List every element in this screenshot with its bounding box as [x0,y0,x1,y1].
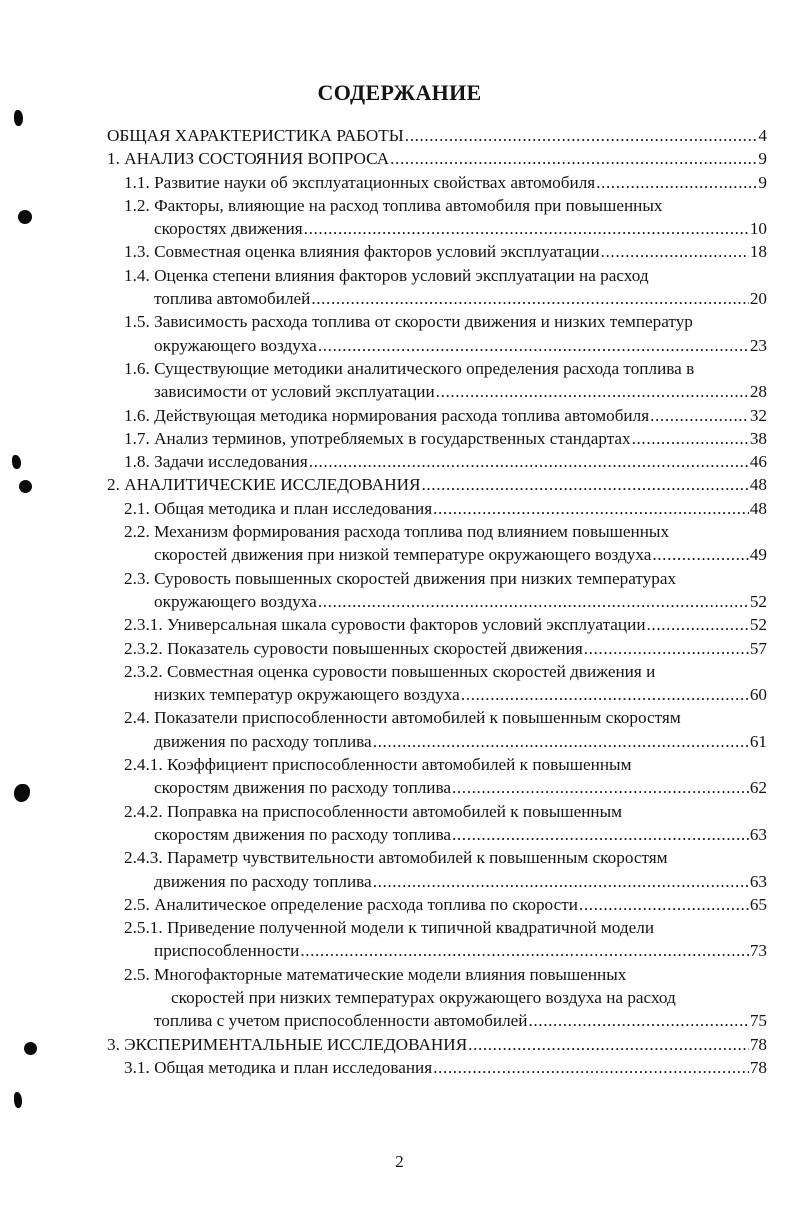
toc-page-number: 57 [749,638,767,658]
toc-entry [107,450,767,473]
toc-entry [107,1056,767,1079]
toc-entry-title: движения по расходу топлива [154,871,372,891]
dot-leader [373,730,749,753]
scan-mark [24,1042,37,1055]
toc-page-number: 63 [749,871,767,891]
page-title: СОДЕРЖАНИЕ [317,80,482,105]
toc-entry [107,893,767,916]
toc-entry [107,357,767,404]
toc-page-number: 63 [749,824,767,844]
toc-page-number: 9 [758,172,767,192]
table-of-contents [107,124,767,1079]
toc-entry [107,404,767,427]
dot-leader [311,287,748,310]
toc-entry-line: скоростей при низких температурах окружающего воздуха на расход [171,987,676,1007]
toc-entry-title: 1.3. Совместная оценка влияния факторов условий эксплуатации [124,242,600,262]
dot-leader [373,870,749,893]
toc-entry-line: 1.4. Оценка степени влияния факторов условий эксплуатации на расход [124,265,649,285]
toc-page-number: 78 [749,1034,767,1054]
toc-page-number: 23 [749,335,767,355]
toc-page-number: 48 [749,498,767,518]
toc-entry-title: скоростей движения при низкой температуре окружающего воздуха [154,545,652,565]
scan-mark [14,784,30,802]
toc-entry-line: 2.5.1. Приведение полученной модели к типичной квадратичной модели [124,918,655,938]
scan-mark [18,210,32,224]
toc-entry-title: 3.1. Общая методика и план исследования [124,1057,433,1077]
toc-entry-title: скоростям движения по расходу топлива [154,778,451,798]
toc-entry-title: топлива автомобилей [154,289,311,309]
toc-page-number: 38 [749,428,767,448]
toc-entry [107,473,767,496]
dot-leader [584,637,749,660]
toc-entry-line: 1.2. Факторы, влияющие на расход топлива автомобиля при повышенных [124,195,663,215]
toc-entry-line: 1.5. Зависимость расхода топлива от скорости движения и низких температур [124,312,693,332]
toc-entry-title: 1.1. Развитие науки об эксплуатационных свойствах автомобиля [124,172,596,192]
toc-entry-line: 2.2. Механизм формирования расхода топлива под влиянием повышенных [124,522,670,542]
toc-entry [107,706,767,753]
toc-entry-line: 2.4.1. Коэффициент приспособленности автомобилей к повышенным [124,755,632,775]
dot-leader [652,543,748,566]
toc-entry-line: 2.5. Многофакторные математические модели влияния повышенных [124,964,627,984]
toc-entry [107,800,767,847]
toc-page-number: 61 [749,731,767,751]
toc-entry [107,916,767,963]
toc-entry [107,753,767,800]
dot-leader [579,893,749,916]
toc-entry [107,240,767,263]
toc-entry-line: 2.4.3. Параметр чувствительности автомобилей к повышенным скоростям [124,848,668,868]
toc-entry [107,171,767,194]
dot-leader [433,1056,749,1079]
toc-page-number: 78 [749,1057,767,1077]
dot-leader [318,590,749,613]
scan-mark [14,110,23,126]
toc-entry-title: 3. ЭКСПЕРИМЕНТАЛЬНЫЕ ИССЛЕДОВАНИЯ [107,1034,468,1054]
toc-entry-title: 1.6. Действующая методика нормирования расхода топлива автомобиля [124,405,650,425]
dot-leader [318,334,749,357]
scan-mark [14,1092,22,1108]
toc-entry [107,567,767,614]
dot-leader [647,613,749,636]
toc-entry-title: 1.7. Анализ терминов, употребляемых в государственных стандартах [124,428,631,448]
toc-page-number: 62 [749,778,767,798]
toc-page-number: 49 [749,545,767,565]
dot-leader [529,1009,749,1032]
toc-page-number: 9 [758,149,767,169]
dot-leader [304,217,749,240]
dot-leader [433,497,749,520]
toc-entry [107,846,767,893]
scan-mark [12,455,21,469]
toc-entry-title: 2.3.2. Показатель суровости повышенных скоростей движения [124,638,583,658]
toc-entry-title: 2.5. Аналитическое определение расхода топлива по скорости [124,894,578,914]
toc-entry-title: 1.8. Задачи исследования [124,452,308,472]
toc-entry-title: 2.1. Общая методика и план исследования [124,498,433,518]
toc-entry-line: 2.3. Суровость повышенных скоростей движения при низких температурах [124,568,677,588]
toc-page-number: 75 [749,1011,767,1031]
toc-page-number: 28 [749,382,767,402]
toc-page-number: 18 [749,242,767,262]
toc-entry-line: 2.4.2. Поправка на приспособленности автомобилей к повышенным [124,801,623,821]
toc-entry-title: 1. АНАЛИЗ СОСТОЯНИЯ ВОПРОСА [107,149,390,169]
scan-mark [19,480,32,493]
page-number: 2 [395,1152,404,1171]
toc-entry [107,194,767,241]
toc-entry-title: 2. АНАЛИТИЧЕСКИЕ ИССЛЕДОВАНИЯ [107,475,421,495]
toc-page-number: 20 [749,289,767,309]
toc-entry [107,147,767,170]
toc-entry-title: скоростям движения по расходу топлива [154,824,451,844]
toc-entry [107,520,767,567]
toc-entry-line: 1.6. Существующие методики аналитического определения расхода топлива в [124,358,695,378]
toc-entry-title: окружающего воздуха [154,591,317,611]
toc-page-number: 10 [749,219,767,239]
toc-entry [107,1033,767,1056]
dot-leader [452,776,749,799]
dot-leader [436,380,749,403]
toc-page-number: 60 [749,685,767,705]
toc-entry [107,427,767,450]
dot-leader [422,473,749,496]
toc-page-number: 48 [749,475,767,495]
dot-leader [461,683,749,706]
toc-entry [107,497,767,520]
toc-entry [107,310,767,357]
toc-entry [107,264,767,311]
toc-entry-title: зависимости от условий эксплуатации [154,382,435,402]
toc-entry-line: 2.4. Показатели приспособленности автомобилей к повышенным скоростям [124,708,681,728]
toc-entry [107,637,767,660]
dot-leader [632,427,749,450]
dot-leader [390,147,757,170]
dot-leader [601,240,749,263]
toc-entry-title: топлива с учетом приспособленности автомобилей [154,1011,528,1031]
toc-entry-title: движения по расходу топлива [154,731,372,751]
toc-entry [107,660,767,707]
toc-entry-title: скоростях движения [154,219,303,239]
dot-leader [468,1033,749,1056]
toc-entry-title: приспособленности [154,941,300,961]
toc-entry-line: 2.3.2. Совместная оценка суровости повышенных скоростей движения и [124,661,656,681]
toc-page-number: 4 [758,126,767,145]
toc-page-number: 52 [749,615,767,635]
dot-leader [300,939,748,962]
toc-entry [107,124,767,147]
toc-entry-title: 2.3.1. Универсальная шкала суровости факторов условий эксплуатации [124,615,646,635]
toc-entry [107,613,767,636]
dot-leader [452,823,749,846]
toc-page-number: 52 [749,591,767,611]
toc-entry-title: низких температур окружающего воздуха [154,685,460,705]
toc-page-number: 73 [749,941,767,961]
dot-leader [650,404,749,427]
dot-leader [405,124,758,147]
toc-page-number: 65 [749,894,767,914]
toc-page-number: 46 [749,452,767,472]
dot-leader [596,171,757,194]
toc-page-number: 32 [749,405,767,425]
toc-entry-title: окружающего воздуха [154,335,317,355]
toc-entry-title: ОБЩАЯ ХАРАКТЕРИСТИКА РАБОТЫ [107,126,404,145]
toc-entry [107,963,767,1033]
dot-leader [309,450,749,473]
